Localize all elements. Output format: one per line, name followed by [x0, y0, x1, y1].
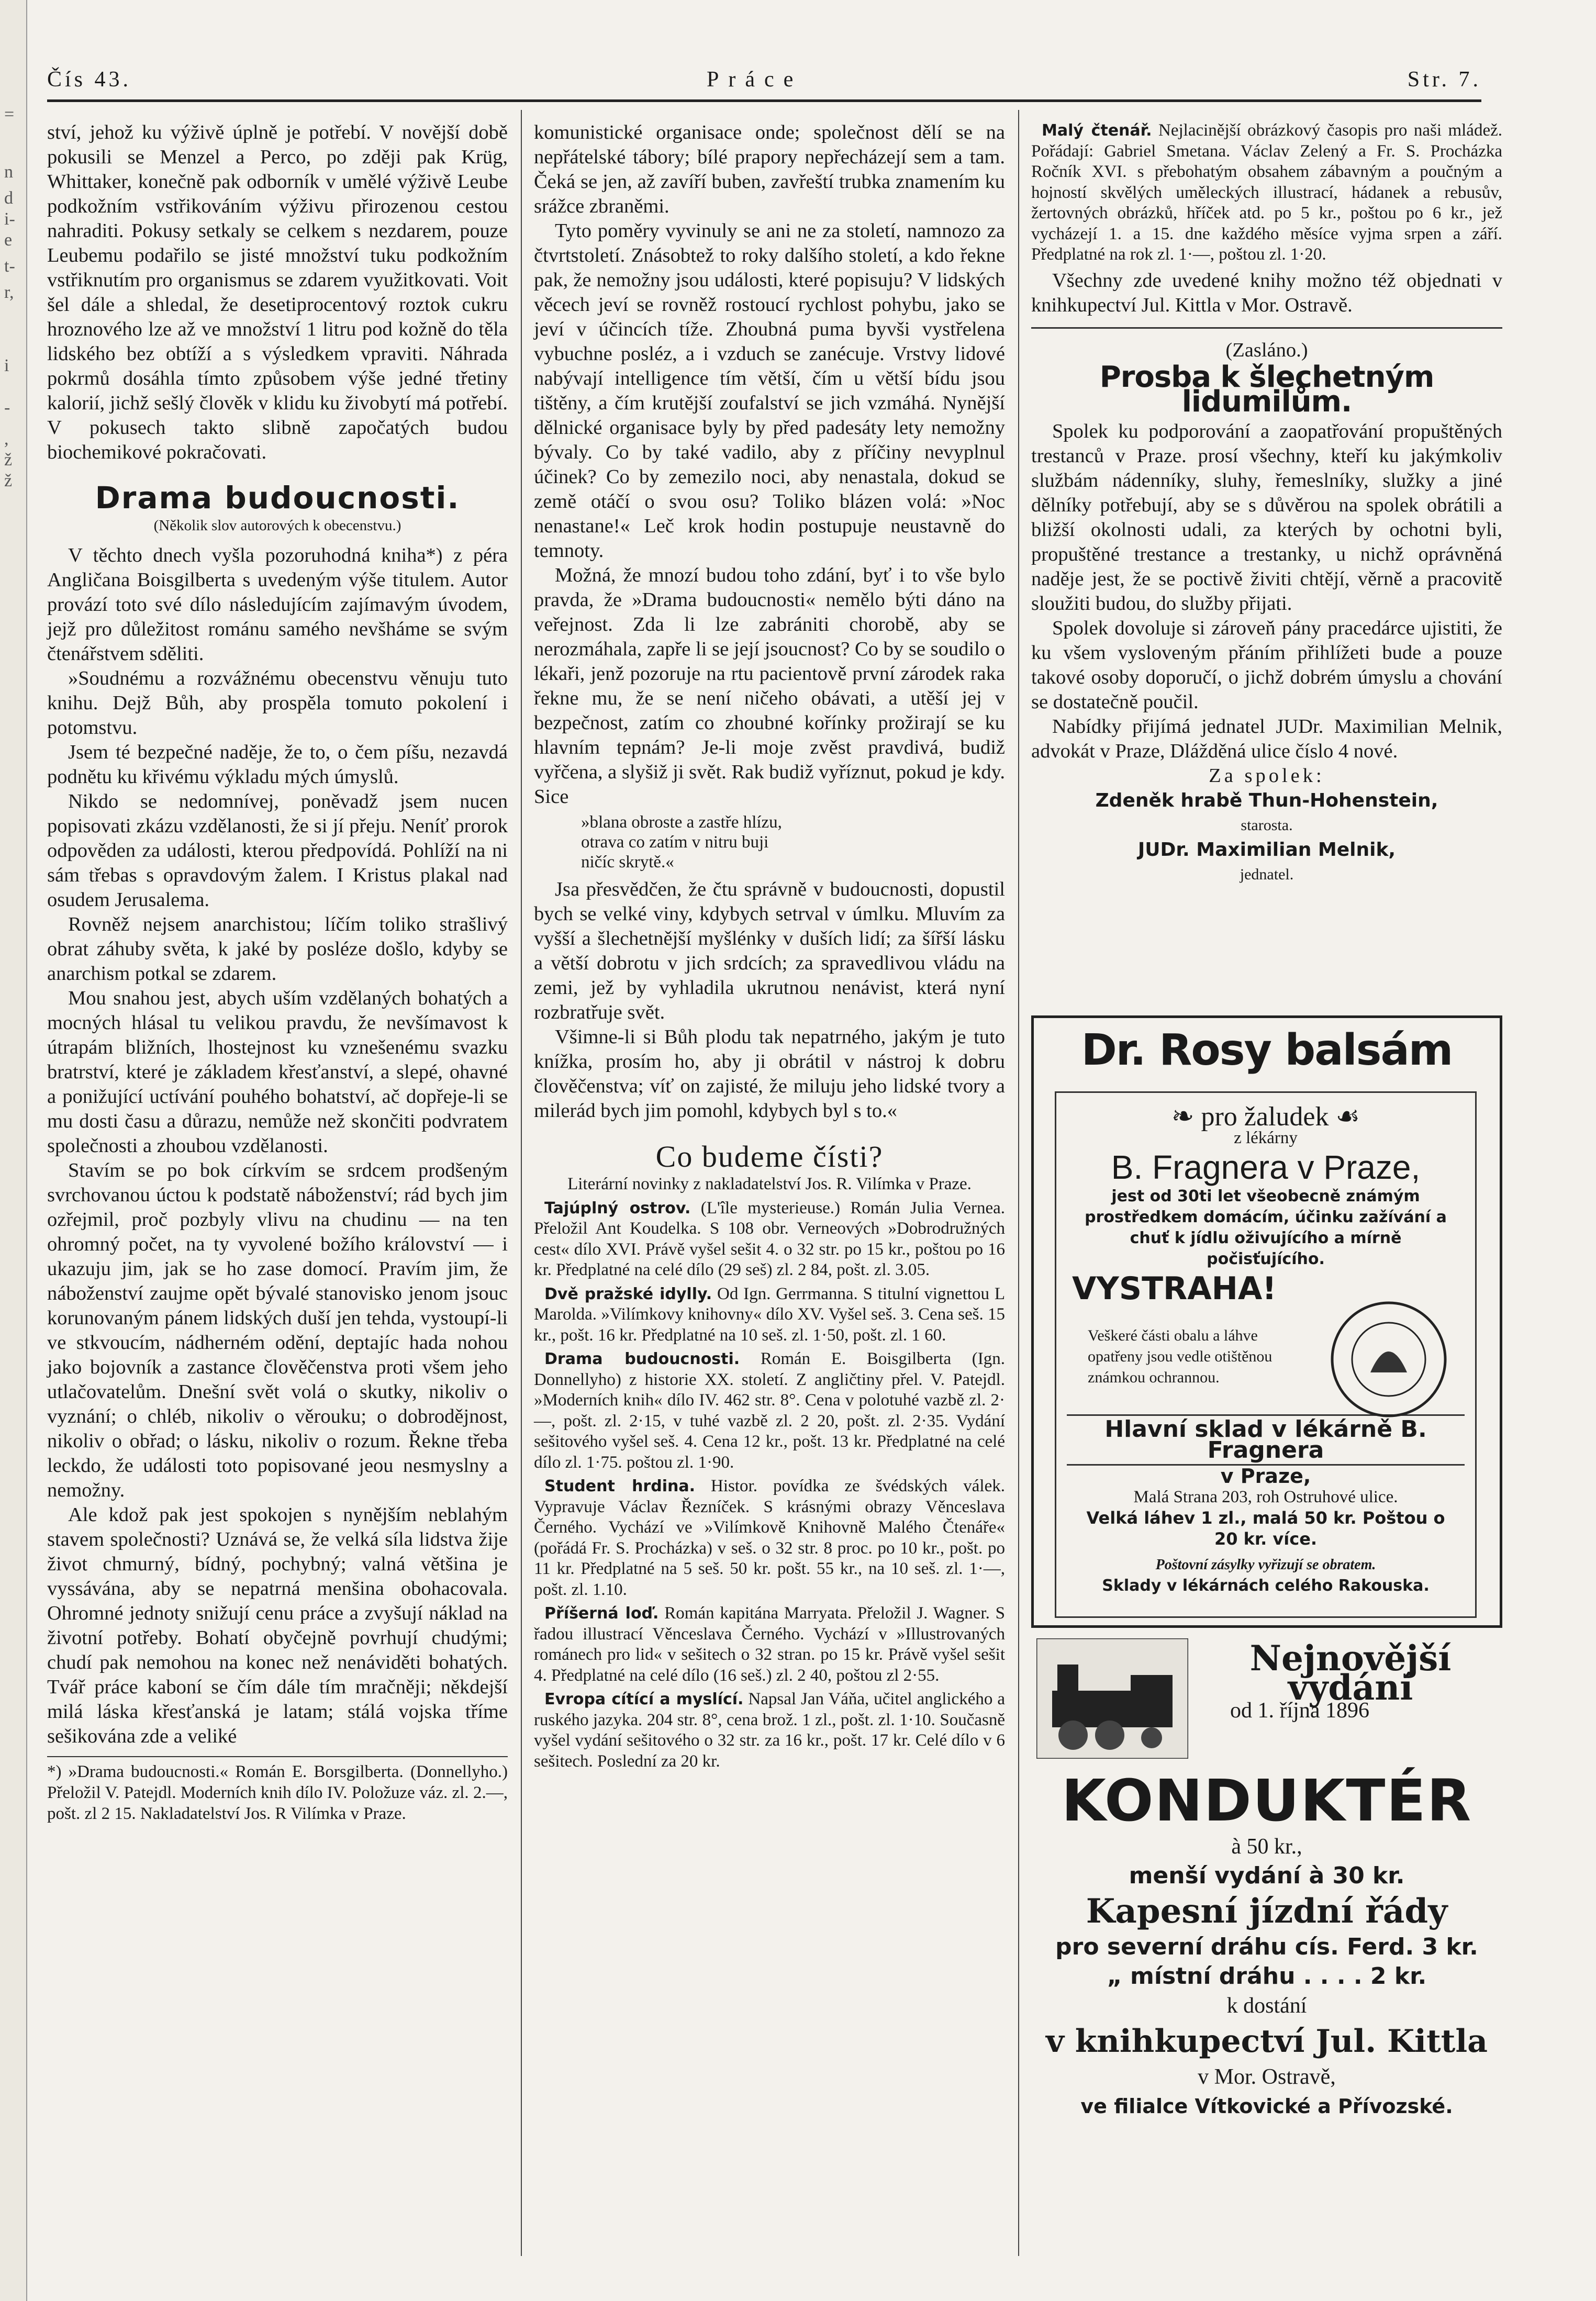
appeal-title: Prosba k šlechetným lidumilům.	[1099, 360, 1434, 419]
column-divider	[1018, 110, 1019, 2256]
warning-title: VYSTRAHA!	[1072, 1270, 1277, 1307]
edge-mark: n	[4, 162, 13, 182]
signatory-role: jednatel.	[1240, 865, 1294, 883]
book-description: Napsal Jan Váňa, učitel anglického a ruského jazyka. 204 str. 8°, cena brož. 1 zl., pošt. zl. 1·10. Současně vyšel vydání sešitového o 32 str. za 16 kr., pošt. 17 kr. Celé dílo v 6 sešitech. Poslední za 20 kr.	[534, 1690, 1005, 1771]
verse-line: »blana obroste a zastře hlízu,	[581, 813, 782, 832]
store-address: Malá Strana 203, roh Ostruhové ulice.	[1133, 1488, 1398, 1506]
signatory-name: JUDr. Maximilian Melnik,	[1137, 839, 1396, 861]
edge-mark: ž	[4, 471, 13, 490]
article-paragraph: V těchto dnech vyšla pozoruhodná kniha*) z péra Angličana Boisgilberta s uvedeným výše titulem. Autor provází toto své dílo následujícím zajímavým úvodem, jejž pro důležitost románu samého nevšháme se svým čtenářstvem sděliti.	[47, 544, 508, 665]
pocket-timetables: Kapesní jízdní řády	[1086, 1892, 1448, 1931]
book-entry	[534, 1689, 1005, 1772]
edge-mark: d	[4, 188, 13, 208]
magazine-title: Malý čtenář.	[1042, 121, 1152, 140]
book-entry	[534, 1476, 1005, 1600]
edge-mark: i-	[4, 209, 15, 229]
book-entry	[534, 1198, 1005, 1281]
article-paragraph: »Soudnému a rozvážnému obecenstvu věnuju tuto knihu. Dejž Bůh, aby prospěla tomuto pokolení i potomstvu.	[47, 667, 508, 739]
edge-mark: ,	[4, 429, 9, 449]
column-divider	[521, 110, 522, 2256]
article-paragraph: Stavím se po bok církvím se srdcem prodšeným svrchovanou úctou k podstatě náboženství; rád bych jim ozřejmil, proč pozbyly vlivu na chudinu — na ten ohromný počet, na ty vyvolené božího království — i ukazuju jim, jak se ho zase domocí. Pravím jim, že náboženství zaujme opět bývalé stanovisko jenom jsouc korunovaným pánem lidských duší jen tehda, vystoupí-li ve stkvoucím, nádherném odění, deptajíc hada nohou jako bojovník a zastance člověčenstva proti všem jeho utlačovatelům. Dnešní svět volá o skutky, nikoliv o vyznání; o chléb, nikoliv o věrouku; o dobrodějnost, nikoliv o obřad; o lásku, nikoliv o rozum. Řekne třeba leckdo, že události toto popisované jeou nesmyslny a nemožny.	[47, 1159, 508, 1501]
article-title: Drama budoucnosti.	[95, 480, 460, 516]
book-description: (L'île mysterieuse.) Román Julia Vernea. Přeložil Ant Koudelka. S 108 obr. Verneových »Dobrodružných cest« dílo XVI. Právě vyšel sešit 4. o 32 str. po 15 kr., poštou po 16 kr. Předplatné na celé dílo (29 seš) zl. 2 84, pošt. zl. 3.05.	[534, 1198, 1005, 1279]
price-info: Velká láhev 1 zl., malá 50 kr. Poštou o 20 kr. více.	[1086, 1508, 1445, 1549]
appeal-paragraph: Spolek dovoluje si zároveň pány pracedárce ujistiti, že ku všem vysloveným přáním přihlížeti bude a pouze takové osoby doporučí, o jichž dobrém úmyslu a chování se dostatečně poučil.	[1031, 617, 1502, 713]
signatory-name: Zdeněk hrabě Thun-Hohenstein,	[1095, 789, 1438, 811]
section-title: Co budeme čísti?	[655, 1140, 884, 1174]
edition-date: od 1. října 1896	[1230, 1699, 1369, 1723]
timetable-local: „ místní dráhu . . . . 2 kr.	[1107, 1963, 1427, 1990]
book-title: Příšerná loď.	[544, 1604, 659, 1623]
timetable-north: pro severní dráhu cís. Ferd. 3 kr.	[1055, 1934, 1478, 1960]
ornament-icon: ❧	[1171, 1102, 1195, 1132]
book-entry	[534, 1349, 1005, 1473]
balsam-advertisement	[1031, 1015, 1502, 1628]
footnote: *) »Drama budoucnosti.« Román E. Borsgilberta. (Donnellyho.) Přeložil V. Patejdl. Moderních knih dílo IV. Položuze váz. zl. 2.—, pošt. zl 2 15. Nakladatelství Jos. R Vilímka v Praze.	[47, 1756, 508, 1824]
edge-mark: =	[4, 105, 15, 124]
edge-mark: e	[4, 230, 13, 250]
store-city: v Praze,	[1220, 1465, 1311, 1488]
book-entry	[534, 1284, 1005, 1346]
appeal-paragraph: Spolek ku podporování a zaopatřování propuštěných trestanců v Praze. prosí všechny, kteří ku jakýmkoliv službám nádenníky, sluhy, řemeslníky, služky a jiné dělníky potřebují, aby se s důvěrou na spolek obrátili a bližší okolnosti udali, za kterých by ochotni byli, propuštěné trestance a trestanky, u nichž oprávněná naděje jest, že se poctivě živiti chtějí, věrně a pracovitě sloužiti budou, do služby přijati.	[1031, 420, 1502, 615]
verse-line: ničíc skrytě.«	[581, 853, 674, 872]
submitted-label: (Zasláno.)	[1225, 339, 1308, 361]
book-entry	[534, 1603, 1005, 1686]
main-store: Hlavní sklad v lékárně B. Fragnera	[1067, 1414, 1465, 1466]
ad-header	[1031, 1633, 1502, 1769]
ad-subtitle	[1056, 1102, 1475, 1132]
book-description: Histor. povídka ze švédských válek. Vypravuje Václav Řezníček. S krásnými obrazy Věnceslava Černého. Vychází ve »Vilímkově Knihovně Malého Čtenáře« (pořádá Fr. S. Procházka) v seš. o 32 str. 8 proc. po 10 kr., pošt. po 11 kr. Předplatné na 5 seš. 50 kr. pošt. 55 kr., na 10 seš. zl. 1·—, pošt. zl. 1.10.	[534, 1477, 1005, 1599]
price-full: à 50 kr.,	[1231, 1835, 1302, 1859]
edge-mark: r,	[4, 283, 14, 302]
article-paragraph: Tyto poměry vyvinuly se ani ne za století, namnozo za čtvrtstoletí. Znásobtež to roky dalšího století, a kdo řekne pak, že nemožny jsou události, které popisuju? V lidských věcech jeví se rovněž rostoucí rychlost pohybu, jako se jeví v účincích tíže. Zhoubná puma byvši vystřelena vybuchne posléz, a i vzduch se zanécuje. Vrstvy lidové nabývají intelligence tím větší, čím u větší bídu jsou tištěny, a čím krutější zoufalství se jich vzmáhá. Nynější dělnické organisace byly by před padesáty lety nemožny bývaly. Co by také vadilo, aby z příčiny nevyplnul účinek? Co by zemezilo noci, aby nenastala, dokud se země otáčí o svou osu? Toliko blázen volá: »Noc nenastane!« Leč krok hodin postupuje neustavně do temnoty.	[534, 220, 1005, 562]
edge-mark: ž	[4, 450, 13, 470]
edge-mark: -	[4, 398, 10, 417]
section-intro: Literární novinky z nakladatelství Jos. R. Vilímka v Praze.	[567, 1175, 972, 1193]
divider	[1031, 327, 1502, 329]
stores-note: Sklady v lékárnách celého Rakouska.	[1102, 1577, 1430, 1595]
warning-block	[1056, 1270, 1475, 1414]
article-paragraph: Nikdo se nedomnívej, poněvadž jsem nucen popisovati zkázu vzdělanosti, že si jí přeju. Neníť prorok odpověden za události, kterou předpovídá. Pohlíží na ni sám třebas s opravdovým žalem. I Kristus plakal nad osudem Jerusalema.	[47, 790, 508, 911]
page-header	[47, 63, 1481, 102]
edition-title: Nejnovější vydání	[1249, 1638, 1452, 1708]
article-subtitle: (Několik slov autorových k obecenstvu.)	[153, 517, 401, 534]
edge-mark: i	[4, 356, 9, 375]
pharmacy-name: B. Fragnera v Praze,	[1111, 1148, 1421, 1186]
ad-inner-frame	[1055, 1091, 1477, 1618]
book-title: Student hrdina.	[544, 1477, 695, 1495]
verse-line: otrava co zatím v nitru buji	[581, 833, 769, 852]
column-3	[1031, 120, 1502, 887]
available-at: k dostání	[1226, 1994, 1307, 2018]
bookshop-branches: ve filialce Vítkovické a Přívozské.	[1080, 2095, 1453, 2118]
issue-number: Čís 43.	[47, 68, 132, 92]
book-title: Drama budoucnosti.	[544, 1350, 740, 1368]
book-title: Evropa cítící a myslící.	[544, 1690, 744, 1708]
column-2	[534, 120, 1005, 1775]
quoted-verse	[581, 812, 1005, 872]
article-paragraph: Možná, že mnozí budou toho zdání, byť i to vše bylo pravda, že »Drama budoucnosti« nemělo býti dáno na veřejnost. Zda li lze zabrániti chorobě, aby se nerozmáhala, zapře li se její jsoucnost? Co by se soudilo o lékaři, jenž pozoruje na rtu pacientově první zárodek raka řekne mu, že se není ničeho obávati, a utěší jej v bezpečnost, zatím co zhoubné kořínky prožirají se ku hlavním tepnám? Je-li moje zvěst pravdivá, budiž vyřčena, a slyšiž ji svět. Rak budiž vyříznut, pokud je kdy. Sice	[534, 564, 1005, 808]
book-description: Román E. Boisgilberta (Ign. Donnellyho) z historie XX. století. Z angličtiny přel. V. Patejdl. »Moderních knih« dílo IV. 462 str. 8°. Cena v polotuhé vazbě zl. 2·—, pošt. zl. 2·15, v tuhé vazbě zl. 2 20, pošt. zl. 2·35. Vydání sešitového vyšel seš. 4. Cena 12 kr., pošt. 13 kr. Předplatné na celé dílo zl. 1·75. poštou zl. 1·90.	[534, 1349, 1006, 1472]
signature-intro: Za spolek:	[1209, 764, 1325, 787]
column-1	[47, 120, 508, 1824]
edge-mark: t-	[4, 256, 15, 276]
book-description: Román kapitána Marryata. Přeložil J. Wagner. S řadou illustrací Věnceslava Černého. Vychází v »Illustrovaných románech pro lid« v sešitech o 32 stran. po 15 kr. Právě vyšel sešit 4. Předplatné na celé dílo (16 seš.) zl. 2 40, poštou zl 2·55.	[534, 1604, 1005, 1685]
article-paragraph: Jsem té bezpečné naděje, že to, o čem píšu, nezavdá podnětu ku křivému výkladu mých úmyslů.	[47, 741, 508, 788]
post-note: Poštovní zásylky vyřizují se obratem.	[1155, 1557, 1376, 1573]
ad-from: z lékárny	[1234, 1129, 1298, 1147]
magazine-description: Nejlacinější obrázkový časopis pro naši mládež. Pořádají: Gabriel Smetana. Václav Zelený a Fr. S. Procházka Ročník XVI. s přebohatým obsahem zábavným a poučným a hojností skvělých uměleckých illustrací, hádanek a rebusův, žertovných obrázků, hříček atd. po 5 kr., poštou po 6 kr., jež vycházejí 1. a 15. dne každého měsíce vyjma srpen a září. Předplatné na rok zl. 1·—, poštou zl. 1·20.	[1031, 121, 1502, 264]
bookshop-name: v knihkupectví Jul. Kittla	[1045, 2023, 1488, 2060]
appeal-paragraph: Nabídky přijímá jednatel JUDr. Maximilian Melnik, advokát v Praze, Dlážděná ulice číslo 4 nové.	[1031, 715, 1502, 762]
book-title: Dvě pražské idylly.	[544, 1284, 712, 1303]
timetable-advertisement	[1031, 1633, 1502, 2121]
article-continuation: ství, jehož ku výživě úplně je potřebí. V novější době pokusili se Menzel a Perco, po zději pak Krüg, Whittaker, konečně pak odborník v umělé výživě Leube podkožním vstřikováním výživu přirozenou cestou nahraditi. Pokusy setkaly se celkem s nezdarem, pouze Leubemu podařilo se jisté množství tuku podkožním vstřiknutím pro organismus se zdarem využitkovati. Voit šel dále a shledal, že desetiprocentový roztok cukru hroznového lze až ve množství 1 litru pod kožně do těla lidského bez obtíží a s výsledkem vpraviti. Náhrada pokrmů dosáhla tímto způsobem výše jedné třetiny kalorií, jichž sešlý člověk v klidu ku živobytí má potřebí. V pokusech takto slibně započatých budou biochemikové pokračovati.	[47, 121, 508, 463]
trademark-seal-icon	[1329, 1299, 1449, 1420]
article-paragraph: Mou snahou jest, abych uším vzdělaných bohatých a mocných hlásal tu velikou pravdu, že nevšímavost k útrapám bližních, lhostejnost ku vznešenému svazku bratrství, které je základem křesťanství, a slepé, ohavné a ponižující uctívání pouhého bohatství, ač dopřeje-li se mu dosti času a důrazu, nemůže než skončiti podvratem společnosti a zhoubou vzdělanosti.	[47, 987, 508, 1157]
newspaper-title: Práce	[707, 68, 803, 92]
order-notice: Všechny zde uvedené knihy možno též objednati v knihkupectví Jul. Kittla v Mor. Ostravě.	[1031, 269, 1502, 316]
book-title: Tajúplný ostrov.	[544, 1199, 691, 1217]
ad-description: jest od 30ti let všeobecně známým prostředkem domácím, účinku zažívání a chuť k jídlu oživujícího a mírně počisťujícího.	[1085, 1187, 1447, 1268]
price-small: menší vydání à 30 kr.	[1129, 1862, 1405, 1889]
article-paragraph: Rovněž nejsem anarchistou; líčím toliko strašlivý obrat záhuby světa, k jaké by posléze došlo, kdyby se anarchism potkal se zdarem.	[47, 913, 508, 985]
warning-text: Veškeré části obalu a láhve opatřeny jsou vedle otištěnou známkou ochrannou.	[1088, 1327, 1273, 1386]
ornament-icon: ☙	[1335, 1102, 1360, 1132]
article-paragraph: Všimne-li si Bůh plodu tak nepatrného, jakým je tuto knížka, prosím ho, aby ji obrátil v nástroj k dobru člověčenstva; víť on zajisté, že miluju jeho lidské tvory a milerád bych jim pomohl, kdybych byl s to.«	[534, 1026, 1005, 1122]
article-paragraph: Ale kdož pak jest spokojen s nynějším neblahým stavem společnosti? Uznává se, že velká síla lidstva žije život chmurný, bídný, pochybný; valná většina je vyssávána, aby se nepatrná menšina obohacovala. Ohromné jednoty snižují cenu práce a zvyšují náklad na životní potřeby. Bohatí obyčejně povrhují chudými; chudí pak nemohou na konec než nenáviděti bohatých. Tvář práce kaboní se čím dále tím mračněji; někdejší milá láska křesťanská je latam; stálá vojska tříme sešikována zde a veliké	[47, 1504, 508, 1747]
bookshop-city: v Mor. Ostravě,	[1198, 2065, 1336, 2089]
signatory-role: starosta.	[1241, 816, 1293, 834]
article-paragraph: Jsa přesvědčen, že čtu správně v budoucnosti, dopustil bych se velké viny, kdybych setrval v úmlku. Mluvím za vyšší a šlechetnější myšlénky v duších lidí; za šířší lásku a větší dobrotu v jich srdcích; za spravedlivou vládu na zemi, jež by vyhladila ukrutnou nenávist, která nyní rozbratřuje svět.	[534, 878, 1005, 1023]
page-number: Str. 7.	[1407, 68, 1481, 92]
product-name: KONDUKTÉR	[1061, 1767, 1472, 1834]
adjacent-page-edge	[0, 0, 27, 2301]
book-description: Od Ign. Gerrmanna. S titulní vignettou L Marolda. »Vilímkovy knihovny« dílo XV. Vyšel seš. 3. Cena seš. 15 kr., pošt. 16 kr. Předplatné na 10 seš. zl. 1·50, pošt. zl. 1 60.	[534, 1284, 1005, 1345]
magazine-notice	[1031, 120, 1502, 265]
ad-subtitle-text: pro žaludek	[1201, 1102, 1329, 1132]
locomotive-icon	[1036, 1638, 1188, 1759]
article-paragraph: komunistické organisace onde; společnost dělí se na nepřátelské tábory; bílé prapory nepřecházejí sem a tam. Čeká se jen, až zavíří buben, zavřeští trubka znamením ku srážce zbraněmi.	[534, 121, 1005, 217]
ad-title: Dr. Rosy balsám	[1081, 1025, 1453, 1075]
